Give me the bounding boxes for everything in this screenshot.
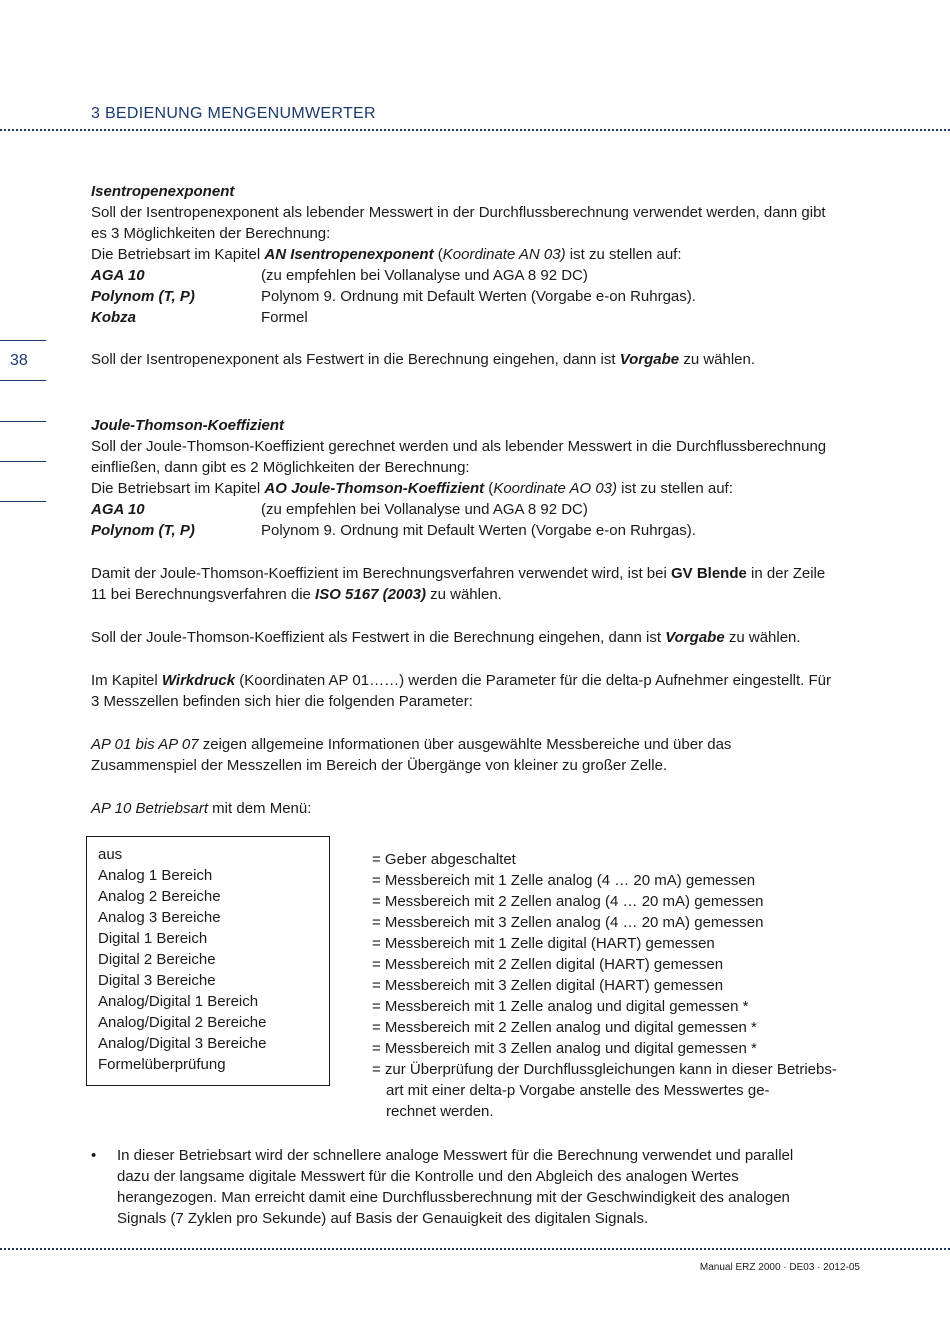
paragraph-line [91, 670, 861, 691]
bullet-icon: • [91, 1147, 97, 1164]
menu-description: = Messbereich mit 1 Zelle digital (HART) gemessen [372, 935, 715, 952]
menu-item: Digital 1 Bereich [98, 930, 208, 947]
parameter-reference: AP 01 bis AP 07 [91, 736, 199, 753]
text: zu wählen. [679, 351, 756, 368]
option-value: (zu empfehlen bei Vollanalyse und AGA 8 92 DC) [261, 501, 588, 518]
menu-item: Analog 2 Bereiche [98, 888, 221, 905]
margin-rule [0, 421, 46, 422]
menu-description: = Messbereich mit 2 Zellen analog (4 … 20 mA) gemessen [372, 893, 764, 910]
option-key: AGA 10 [91, 267, 145, 284]
option-row [91, 520, 861, 541]
paragraph-line [91, 349, 861, 370]
emphasis: ISO 5167 (2003) [315, 586, 426, 603]
emphasis: Vorgabe [619, 351, 680, 368]
option-key: Kobza [91, 309, 136, 326]
bullet-line: Signals (7 Zyklen pro Sekunde) auf Basis der Genauigkeit des digitalen Signals. [117, 1210, 649, 1227]
text: in der Zeile [746, 565, 826, 582]
header-divider [0, 129, 950, 131]
paragraph-line: Soll der Isentropenexponent als lebender Messwert in der Durchflussberechnung verwendet werden, dann gibt [91, 204, 826, 221]
text: Im Kapitel [91, 672, 162, 689]
menu-description-continued: rechnet werden. [386, 1103, 494, 1120]
menu-descriptions [372, 849, 872, 1122]
menu-item: aus [98, 846, 123, 863]
paragraph-line: Zusammenspiel der Messzellen im Bereich der Übergänge von kleiner zu großer Zelle. [91, 757, 668, 774]
menu-item: Formelüberprüfung [98, 1056, 226, 1073]
paragraph-line [91, 244, 861, 265]
bullet-line: dazu der langsame digitale Messwert für die Kontrolle und den Abgleich des analogen Wertes [117, 1168, 739, 1185]
section-isentropenexponent [91, 181, 861, 370]
chapter-title: 3 BEDIENUNG MENGENUMWERTER [91, 105, 376, 122]
text: Damit der Joule-Thomson-Koeffizient im Berechnungsverfahren verwendet wird, ist bei [91, 565, 671, 582]
paragraph-line: Soll der Joule-Thomson-Koeffizient gerechnet werden und als lebender Messwert in die Durchflussberechnung [91, 438, 827, 455]
text: Die Betriebsart im Kapitel [91, 480, 265, 497]
section-heading: Joule-Thomson-Koeffizient [91, 417, 285, 434]
text: Die Betriebsart im Kapitel [91, 246, 265, 263]
text: Soll der Joule-Thomson-Koeffizient als Festwert in die Berechnung eingehen, dann ist [91, 629, 666, 646]
option-value: Formel [261, 309, 308, 326]
emphasis: GV Blende [671, 565, 747, 582]
menu-description: = Messbereich mit 3 Zellen analog und digital gemessen * [372, 1040, 757, 1057]
menu-description: = Messbereich mit 2 Zellen analog und digital gemessen * [372, 1019, 757, 1036]
paragraph-line: einfließen, dann gibt es 2 Möglichkeiten der Berechnung: [91, 459, 470, 476]
text: (Koordinaten AP 01……) werden die Parameter für die delta-p Aufnehmer eingestellt. Für [235, 672, 831, 689]
option-key: AGA 10 [91, 501, 145, 518]
text: mit dem Menü: [208, 800, 312, 817]
paragraph-line: 3 Messzellen befinden sich hier die folgenden Parameter: [91, 693, 473, 710]
chapter-reference: AN Isentropenexponent [264, 246, 434, 263]
option-row [91, 307, 861, 328]
footer-text: Manual ERZ 2000 · DE03 · 2012-05 [699, 1262, 860, 1273]
text: zu wählen. [425, 586, 502, 603]
menu-item: Analog 3 Bereiche [98, 909, 221, 926]
menu-description: = zur Überprüfung der Durchflussgleichungen kann in dieser Betriebs- [372, 1061, 837, 1078]
menu-item: Analog 1 Bereich [98, 867, 213, 884]
paragraph-line [91, 563, 861, 584]
bullet-line: In dieser Betriebsart wird der schnellere analoge Messwert für die Berechnung verwendet und parallel [117, 1147, 794, 1164]
section-heading: Isentropenexponent [91, 183, 235, 200]
menu-description: = Messbereich mit 3 Zellen digital (HART) gemessen [372, 977, 724, 994]
emphasis: Wirkdruck [161, 672, 236, 689]
option-value: Polynom 9. Ordnung mit Default Werten (Vorgabe e-on Ruhrgas). [261, 288, 696, 305]
menu-item: Analog/Digital 2 Bereiche [98, 1014, 267, 1031]
menu-description: = Messbereich mit 1 Zelle analog und digital gemessen * [372, 998, 749, 1015]
paragraph-line [91, 627, 861, 648]
menu-description-continued: art mit einer delta-p Vorgabe anstelle des Messwertes ge- [386, 1082, 770, 1099]
option-key: Polynom (T, P) [91, 522, 195, 539]
menu-options-box [86, 836, 330, 1086]
paragraph-line [91, 734, 861, 755]
coordinate-reference: Koordinate AO 03) [493, 480, 617, 497]
option-row [91, 265, 861, 286]
text: ( [484, 480, 494, 497]
text: zeigen allgemeine Informationen über ausgewählte Messbereiche und über das [198, 736, 732, 753]
bullet-line: herangezogen. Man erreicht damit eine Durchflussberechnung mit der Geschwindigkeit des analogen [117, 1189, 790, 1206]
option-value: (zu empfehlen bei Vollanalyse und AGA 8 92 DC) [261, 267, 588, 284]
option-key: Polynom (T, P) [91, 288, 195, 305]
parameter-reference: AP 10 Betriebsart [91, 800, 209, 817]
menu-description: = Messbereich mit 1 Zelle analog (4 … 20 mA) gemessen [372, 872, 756, 889]
text: 11 bei Berechnungsverfahren die [91, 586, 316, 603]
page-number: 38 [10, 352, 28, 369]
footer-divider [0, 1248, 950, 1250]
margin-rule [0, 380, 46, 381]
menu-description: = Geber abgeschaltet [372, 851, 516, 868]
margin-rule [0, 501, 46, 502]
option-row [91, 499, 861, 520]
bullet-item [91, 1145, 861, 1229]
text: ist zu stellen auf: [617, 480, 733, 497]
paragraph-line: es 3 Möglichkeiten der Berechnung: [91, 225, 331, 242]
paragraph-line [91, 584, 861, 605]
paragraph-line [91, 478, 861, 499]
text: zu wählen. [724, 629, 801, 646]
text: Soll der Isentropenexponent als Festwert in die Berechnung eingehen, dann ist [91, 351, 620, 368]
coordinate-reference: Koordinate AN 03) [442, 246, 566, 263]
option-value: Polynom 9. Ordnung mit Default Werten (Vorgabe e-on Ruhrgas). [261, 522, 696, 539]
menu-item: Digital 2 Bereiche [98, 951, 216, 968]
menu-description: = Messbereich mit 2 Zellen digital (HART) gemessen [372, 956, 724, 973]
option-row [91, 286, 861, 307]
emphasis: Vorgabe [665, 629, 725, 646]
menu-item: Digital 3 Bereiche [98, 972, 216, 989]
text: ist zu stellen auf: [565, 246, 682, 263]
chapter-reference: AO Joule-Thomson-Koeffizient [264, 480, 485, 497]
margin-rule [0, 461, 46, 462]
section-joule-thomson [91, 415, 861, 819]
margin-rule [0, 340, 46, 341]
menu-item: Analog/Digital 1 Bereich [98, 993, 259, 1010]
menu-item: Analog/Digital 3 Bereiche [98, 1035, 267, 1052]
text: ( [433, 246, 443, 263]
menu-description: = Messbereich mit 3 Zellen analog (4 … 20 mA) gemessen [372, 914, 764, 931]
paragraph-line [91, 798, 861, 819]
